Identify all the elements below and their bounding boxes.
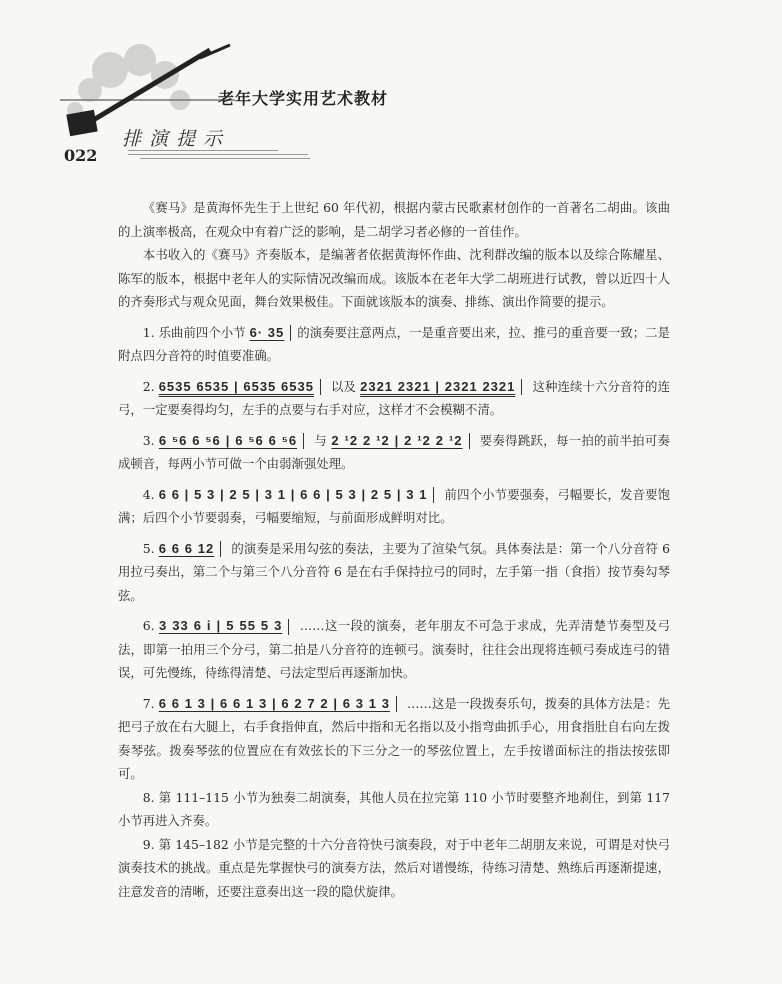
tip-3: 3. 6 ⁵6 6 ⁵6 | 6 ⁵6 6 ⁵6 与 2 ¹2 2 ¹2 | 2 ¹2 2 ¹2 要奏得跳跃，每一拍的前半拍可奏成顿音，每两小节可做一个由弱渐强处理。 xyxy=(118,432,670,471)
notation: 3 33 6 i | 5 55 5 3 xyxy=(158,618,283,633)
notation: 6 6 6 12 xyxy=(158,540,215,556)
divider xyxy=(140,158,310,159)
page-body xyxy=(118,196,670,903)
tip-6: 6. 3 33 6 i | 5 55 5 3 ……这一段的演奏，老年朋友不可急于求成，先弄清楚节奏型及弓法，即第一拍用三个分弓，第二拍是八分音符的连顿弓。演奏时，往往会出现将连顿弓奏成连弓的错误，可先慢练，待练得清楚、弓法定型后再逐渐加快。 xyxy=(118,618,670,680)
intro-paragraph: 《赛马》是黄海怀先生于上世纪 60 年代初，根据内蒙古民歌素材创作的一首著名二胡曲。该曲的上演率极高，在观众中有着广泛的影响，是二胡学习者必修的一首佳作。 xyxy=(118,200,670,239)
notation: 6535 6535 | 6535 6535 xyxy=(158,378,314,394)
page-header xyxy=(0,0,782,180)
notation: 6 6 | 5 3 | 2 5 | 3 1 | 6 6 | 5 3 | 2 5 | 3 1 xyxy=(158,486,428,502)
page-number: 022 xyxy=(64,146,98,165)
notation: 2321 2321 | 2321 2321 xyxy=(360,378,516,394)
notation: 2 ¹2 2 ¹2 | 2 ¹2 2 ¹2 xyxy=(331,432,463,448)
tip-8: 8. 第 111–115 小节为独奏二胡演奏，其他人员在拉完第 110 小节时要整齐地刹住，到第 117 小节再进入齐奏。 xyxy=(118,789,670,828)
tip-4: 4. 6 6 | 5 3 | 2 5 | 3 1 | 6 6 | 5 3 | 2 5 | 3 1 前四个小节要强奏，弓幅要长，发音要饱满；后四个小节要弱奏，弓幅要缩短，与前面形成鲜明对比。 xyxy=(118,486,670,525)
notation: 6· 35 xyxy=(249,324,285,340)
tip-7: 7. 6 6 1 3 | 6 6 1 3 | 6 2 7 2 | 6 3 1 3 ……这是一段拨奏乐句，拨奏的具体方法是：先把弓子放在右大腿上，右手食指伸直，然后中指和无名指以及小指弯曲抓手心，用食指肚自右向左拨奏琴弦。拨奏琴弦的位置应在有效弦长的下三分之一的琴弦位置上，左手按谱面标注的指法按弦即可。 xyxy=(118,695,670,781)
series-title: 老年大学实用艺术教材 xyxy=(218,89,389,108)
tip-5: 5. 6 6 6 12 的演奏是采用勾弦的奏法，主要为了渲染气氛。具体奏法是：第一个八分音符 6 用拉弓奏出，第二个与第三个八分音符 6 是在右手保持拉弓的同时，左手第一指（食指）按节奏勾琴弦。 xyxy=(118,540,670,603)
divider xyxy=(128,154,308,155)
tip-9: 9. 第 145–182 小节是完整的十六分音符快弓演奏段，对于中老年二胡朋友来说，可谓是对快弓演奏技术的挑战。重点是先掌握快弓的演奏方法，然后对谱慢练，待练习清楚、熟练后再逐渐提速，注意发音的清晰，还要注意奏出这一段的隐伏旋律。 xyxy=(118,836,670,899)
section-title: 排演提示 xyxy=(122,128,231,150)
tip-2: 2. 6535 6535 | 6535 6535 以及 2321 2321 | 2321 2321 这种连续十六分音符的连弓，一定要奏得均匀，左手的点要与右手对应，这样才不会模糊不清。 xyxy=(118,378,670,417)
intro-paragraph: 本书收入的《赛马》齐奏版本，是编著者依据黄海怀作曲、沈利群改编的版本以及综合陈耀星、陈军的版本，根据中老年人的实际情况改编而成。该版本在老年大学二胡班进行试教，曾以近四十人的齐奏形式与观众见面，舞台效果极佳。下面就该版本的演奏、排练、演出作简要的提示。 xyxy=(118,247,670,309)
notation: 6 ⁵6 6 ⁵6 | 6 ⁵6 6 ⁵6 xyxy=(158,432,298,448)
notation: 6 6 1 3 | 6 6 1 3 | 6 2 7 2 | 6 3 1 3 xyxy=(158,695,390,711)
divider xyxy=(128,150,278,151)
tip-1: 1. 乐曲前四个小节 6· 35 的演奏要注意两点，一是重音要出来，拉、推弓的重音要一致；二是附点四分音符的时值要准确。 xyxy=(118,324,670,363)
